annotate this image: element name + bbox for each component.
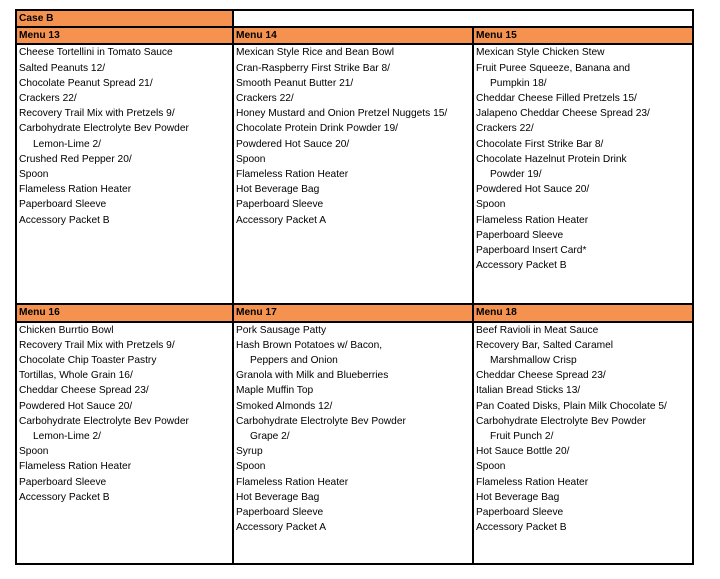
case-header-blank	[233, 10, 693, 27]
menu-item: Chocolate Hazelnut Protein Drink	[476, 153, 627, 165]
menu-item: Cheddar Cheese Filled Pretzels 15/	[476, 93, 637, 105]
menu-item: Powdered Hot Sauce 20/	[476, 184, 590, 196]
menu-item: Flameless Ration Heater	[476, 214, 589, 226]
menu-item: Flameless Ration Heater	[19, 184, 132, 196]
menu-title: Menu 13	[16, 27, 233, 44]
menu-items-cell	[473, 322, 693, 564]
menu-item: Crackers 22/	[476, 123, 534, 135]
menu-item: Paperboard Sleeve	[19, 199, 107, 211]
menu-item: Flameless Ration Heater	[236, 476, 349, 488]
case-header-row	[16, 10, 693, 27]
menu-item: Beef Ravioli in Meat Sauce	[476, 324, 599, 336]
menu-item: Cheese Tortellini in Tomato Sauce	[19, 47, 173, 59]
menu-item: Hot Beverage Bag	[236, 491, 320, 503]
menu-item: Powder 19/	[490, 169, 542, 181]
menu-item: Chocolate Peanut Spread 21/	[19, 77, 153, 89]
menu-item: Tortillas, Whole Grain 16/	[19, 370, 133, 382]
menu-item: Paperboard Sleeve	[236, 507, 324, 519]
menu-item: Crackers 22/	[19, 93, 77, 105]
menu-case-table	[15, 9, 694, 565]
menu-item: Carbohydrate Electrolyte Bev Powder	[476, 415, 646, 427]
menu-header-row	[16, 27, 693, 44]
menu-content-row	[16, 322, 693, 564]
menu-items-cell	[473, 44, 693, 304]
menu-items-cell	[16, 322, 233, 564]
menu-item: Pumpkin 18/	[490, 77, 547, 89]
menu-item: Cheddar Cheese Spread 23/	[476, 370, 606, 382]
menu-item: Hot Sauce Bottle 20/	[476, 446, 570, 458]
menu-item: Paperboard Sleeve	[19, 476, 107, 488]
menu-item: Smooth Peanut Butter 21/	[236, 77, 354, 89]
menu-title: Menu 16	[16, 304, 233, 321]
menu-item: Flameless Ration Heater	[236, 169, 349, 181]
menu-item: Syrup	[236, 446, 263, 458]
menu-item: Chocolate Chip Toaster Pastry	[19, 355, 157, 367]
menu-item: Crackers 22/	[236, 93, 294, 105]
menu-item: Carbohydrate Electrolyte Bev Powder	[19, 123, 189, 135]
menu-title: Menu 15	[473, 27, 693, 44]
menu-item: Pan Coated Disks, Plain Milk Chocolate 5/	[476, 400, 667, 412]
menu-item: Crushed Red Pepper 20/	[19, 153, 132, 165]
menu-item: Honey Mustard and Onion Pretzel Nuggets 15/	[236, 108, 448, 120]
menu-item: Mexican Style Chicken Stew	[476, 47, 605, 59]
menu-item: Powdered Hot Sauce 20/	[19, 400, 133, 412]
menu-item: Cheddar Cheese Spread 23/	[19, 385, 149, 397]
menu-item: Mexican Style Rice and Bean Bowl	[236, 47, 394, 59]
menu-item: Paperboard Insert Card*	[476, 245, 587, 257]
menu-item: Granola with Milk and Blueberries	[236, 370, 389, 382]
menu-title: Menu 14	[233, 27, 473, 44]
menu-item: Spoon	[236, 461, 266, 473]
menu-item: Paperboard Sleeve	[236, 199, 324, 211]
menu-item: Accessory Packet A	[236, 214, 327, 226]
menu-items-cell	[16, 44, 233, 304]
case-label: Case B	[16, 10, 233, 27]
menu-item: Lemon-Lime 2/	[33, 431, 101, 443]
menu-item: Spoon	[19, 169, 49, 181]
menu-item: Peppers and Onion	[250, 355, 338, 367]
menu-item: Lemon-Lime 2/	[33, 138, 101, 150]
menu-item: Accessory Packet A	[236, 522, 327, 534]
menu-item: Hot Beverage Bag	[236, 184, 320, 196]
menu-item: Flameless Ration Heater	[476, 476, 589, 488]
menu-item: Salted Peanuts 12/	[19, 62, 106, 74]
menu-item: Jalapeno Cheddar Cheese Spread 23/	[476, 108, 650, 120]
menu-item: Accessory Packet B	[19, 214, 110, 226]
menu-item: Recovery Trail Mix with Pretzels 9/	[19, 108, 175, 120]
menu-item: Flameless Ration Heater	[19, 461, 132, 473]
menu-item: Recovery Bar, Salted Caramel	[476, 339, 614, 351]
menu-item: Marshmallow Crisp	[490, 355, 577, 367]
menu-item: Recovery Trail Mix with Pretzels 9/	[19, 339, 175, 351]
menu-item: Accessory Packet B	[476, 260, 567, 272]
menu-item: Powdered Hot Sauce 20/	[236, 138, 350, 150]
menu-item: Cran-Raspberry First Strike Bar 8/	[236, 62, 390, 74]
menu-item: Carbohydrate Electrolyte Bev Powder	[19, 415, 189, 427]
menu-item: Pork Sausage Patty	[236, 324, 327, 336]
menu-items-cell	[233, 322, 473, 564]
menu-item: Fruit Punch 2/	[490, 431, 554, 443]
menu-item: Spoon	[19, 446, 49, 458]
menu-item: Chocolate First Strike Bar 8/	[476, 138, 604, 150]
menu-header-row	[16, 304, 693, 321]
menu-item: Chocolate Protein Drink Powder 19/	[236, 123, 398, 135]
menu-items-cell	[233, 44, 473, 304]
menu-item: Paperboard Sleeve	[476, 229, 564, 241]
menu-item: Accessory Packet B	[476, 522, 567, 534]
menu-item: Smoked Almonds 12/	[236, 400, 333, 412]
menu-item: Chicken Burrtio Bowl	[19, 324, 114, 336]
menu-title: Menu 17	[233, 304, 473, 321]
menu-item: Accessory Packet B	[19, 491, 110, 503]
menu-item: Spoon	[236, 153, 266, 165]
menu-item: Hot Beverage Bag	[476, 491, 560, 503]
menu-title: Menu 18	[473, 304, 693, 321]
menu-item: Spoon	[476, 199, 506, 211]
menu-content-row	[16, 44, 693, 304]
menu-item: Grape 2/	[250, 431, 290, 443]
menu-item: Italian Bread Sticks 13/	[476, 385, 581, 397]
menu-item: Hash Brown Potatoes w/ Bacon,	[236, 339, 383, 351]
menu-item: Spoon	[476, 461, 506, 473]
menu-item: Paperboard Sleeve	[476, 507, 564, 519]
menu-item: Fruit Puree Squeeze, Banana and	[476, 62, 631, 74]
menu-item: Maple Muffin Top	[236, 385, 314, 397]
menu-item: Carbohydrate Electrolyte Bev Powder	[236, 415, 406, 427]
